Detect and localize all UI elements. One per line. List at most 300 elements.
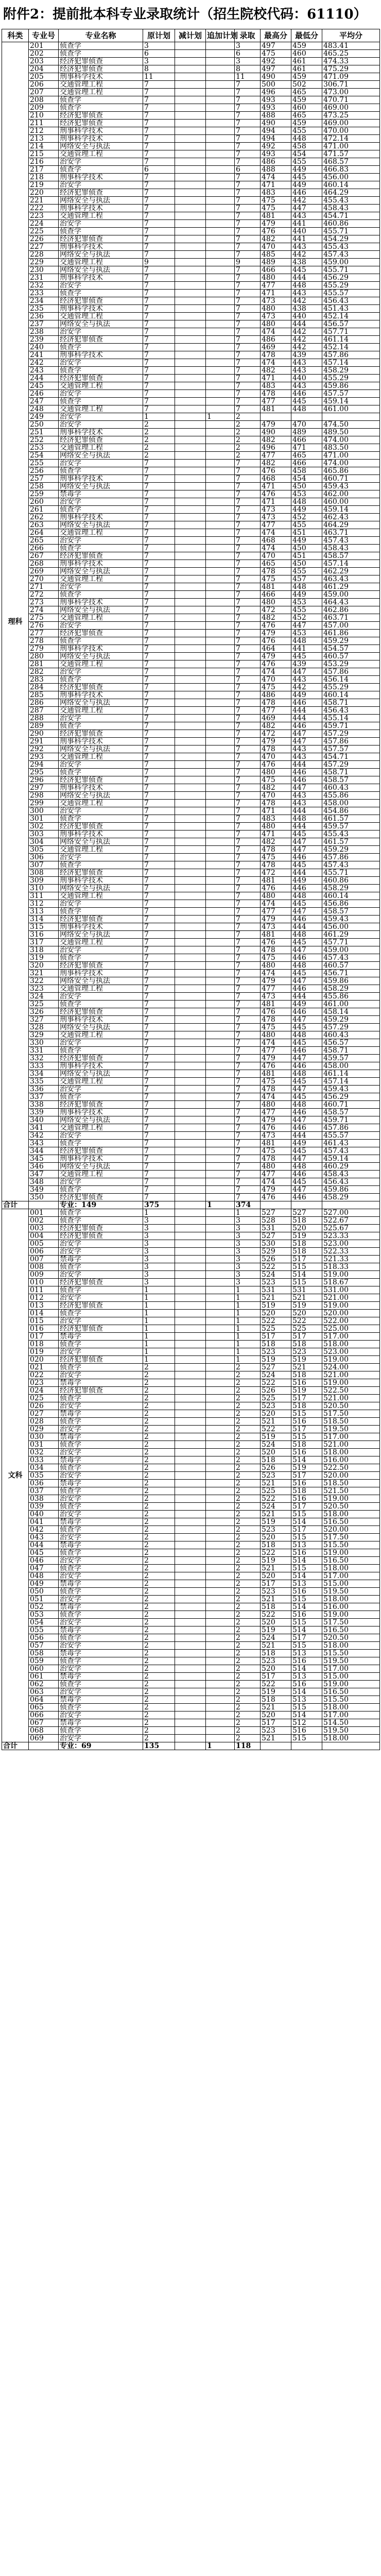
- admitted-cell: 7: [235, 684, 261, 691]
- avg-score-cell: 465.25: [322, 50, 380, 58]
- min-score-cell: 515: [291, 1596, 322, 1603]
- max-score-cell: 477: [261, 1047, 291, 1055]
- min-score-cell: 444: [291, 1132, 322, 1140]
- additional-plan-cell: [206, 344, 235, 351]
- admitted-cell: 7: [235, 297, 261, 305]
- major-code-cell: 295: [29, 769, 59, 776]
- min-score-cell: 439: [291, 660, 322, 668]
- max-score-cell: 478: [261, 1016, 291, 1024]
- admitted-cell: 1: [235, 1317, 261, 1325]
- major-code-cell: 252: [29, 436, 59, 444]
- avg-score-cell: 454.71: [322, 212, 380, 220]
- reduced-plan-cell: [175, 259, 206, 266]
- min-score-cell: 455: [291, 606, 322, 614]
- avg-score-cell: 462.29: [322, 568, 380, 575]
- major-code-cell: 303: [29, 831, 59, 838]
- max-score-cell: 480: [261, 823, 291, 831]
- max-score-cell: 519: [261, 1433, 291, 1441]
- avg-score-cell: 462.00: [322, 490, 380, 498]
- admitted-cell: 2: [235, 1433, 261, 1441]
- original-plan-cell: 7: [143, 1001, 175, 1008]
- table-row: [2, 1704, 380, 1711]
- avg-score-cell: 522.50: [322, 1464, 380, 1472]
- original-plan-cell: 1: [143, 1209, 175, 1217]
- major-name-cell: 经济犯罪侦查: [59, 869, 143, 877]
- admitted-cell: 7: [235, 1109, 261, 1116]
- table-row: [2, 235, 380, 243]
- major-code-cell: 289: [29, 722, 59, 730]
- original-plan-cell: 11: [143, 73, 175, 81]
- avg-score-cell: 460.86: [322, 220, 380, 228]
- reduced-plan-cell: [175, 1225, 206, 1232]
- reduced-plan-cell: [175, 861, 206, 869]
- original-plan-cell: 7: [143, 382, 175, 390]
- reduced-plan-cell: [175, 1364, 206, 1371]
- major-code-cell: 346: [29, 1163, 59, 1171]
- max-score-cell: 521: [261, 1565, 291, 1572]
- original-plan-cell: 7: [143, 212, 175, 220]
- major-name-cell: 刑事科学技术: [59, 1109, 143, 1116]
- original-plan-cell: 7: [143, 916, 175, 923]
- additional-plan-cell: [206, 985, 235, 993]
- reduced-plan-cell: [175, 545, 206, 552]
- original-plan-cell: 7: [143, 985, 175, 993]
- major-code-cell: 266: [29, 545, 59, 552]
- major-name-cell: 治安学: [59, 1402, 143, 1410]
- major-name-cell: 刑事科学技术: [59, 923, 143, 931]
- table-row: [2, 398, 380, 405]
- additional-plan-cell: [206, 1317, 235, 1325]
- reduced-plan-cell: [175, 1580, 206, 1588]
- reduced-plan-cell: [175, 166, 206, 174]
- additional-plan-cell: [206, 1626, 235, 1634]
- min-score-cell: 465: [291, 89, 322, 96]
- additional-plan-cell: [206, 1341, 235, 1348]
- reduced-plan-cell: [175, 923, 206, 931]
- max-score-cell: 470: [261, 753, 291, 761]
- avg-score-cell: 457.86: [322, 738, 380, 745]
- major-name-cell: 经济犯罪侦查: [59, 436, 143, 444]
- major-name-cell: 经济犯罪侦查: [59, 189, 143, 197]
- min-score-cell: 451: [291, 552, 322, 560]
- additional-plan-cell: [206, 475, 235, 483]
- min-score-cell: 448: [291, 815, 322, 823]
- original-plan-cell: 2: [143, 1572, 175, 1580]
- additional-plan-cell: [206, 1078, 235, 1086]
- avg-score-cell: 459.57: [322, 1055, 380, 1062]
- original-plan-cell: 2: [143, 1727, 175, 1735]
- max-score-cell: 482: [261, 367, 291, 375]
- reduced-plan-cell: [175, 699, 206, 707]
- avg-score-cell: 459.57: [322, 823, 380, 831]
- min-score-cell: 442: [291, 251, 322, 259]
- min-score-cell: 513: [291, 1673, 322, 1681]
- additional-plan-cell: [206, 1642, 235, 1650]
- original-plan-cell: 2: [143, 1719, 175, 1727]
- total-avg-cell: [322, 1742, 380, 1750]
- major-code-cell: 050: [29, 1588, 59, 1596]
- table-row: [2, 1688, 380, 1696]
- original-plan-cell: 7: [143, 235, 175, 243]
- admitted-cell: 7: [235, 205, 261, 212]
- major-code-cell: 218: [29, 174, 59, 181]
- table-row: [2, 552, 380, 560]
- avg-score-cell: 489.50: [322, 429, 380, 436]
- admitted-cell: 7: [235, 977, 261, 985]
- avg-score-cell: 455.43: [322, 243, 380, 251]
- reduced-plan-cell: [175, 1008, 206, 1016]
- major-code-cell: 336: [29, 1086, 59, 1093]
- additional-plan-cell: [206, 1634, 235, 1642]
- reduced-plan-cell: [175, 181, 206, 189]
- table-row: [2, 1256, 380, 1263]
- admitted-cell: 7: [235, 359, 261, 367]
- reduced-plan-cell: [175, 1410, 206, 1418]
- additional-plan-cell: [206, 1549, 235, 1557]
- additional-plan-cell: [206, 1673, 235, 1681]
- additional-plan-cell: [206, 614, 235, 622]
- table-row: [2, 1294, 380, 1302]
- table-row: [2, 1155, 380, 1163]
- header-max-score: 最高分: [261, 29, 291, 42]
- major-code-cell: 203: [29, 58, 59, 65]
- additional-plan-cell: [206, 784, 235, 792]
- avg-score-cell: 518.00: [322, 1642, 380, 1650]
- min-score-cell: 447: [291, 622, 322, 630]
- original-plan-cell: 7: [143, 1008, 175, 1016]
- additional-plan-cell: [206, 993, 235, 1001]
- original-plan-cell: 2: [143, 1580, 175, 1588]
- additional-plan-cell: [206, 266, 235, 274]
- major-code-cell: 049: [29, 1580, 59, 1588]
- additional-plan-cell: [206, 205, 235, 212]
- major-code-cell: 201: [29, 42, 59, 50]
- major-code-cell: 247: [29, 398, 59, 405]
- admitted-cell: 7: [235, 328, 261, 336]
- major-code-cell: 012: [29, 1294, 59, 1302]
- avg-score-cell: 456.00: [322, 923, 380, 931]
- major-name-cell: 网络安全与执法: [59, 483, 143, 490]
- max-score-cell: 521: [261, 1704, 291, 1711]
- major-name-cell: 禁毒学: [59, 1580, 143, 1588]
- max-score-cell: 520: [261, 1665, 291, 1673]
- major-name-cell: 侦查学: [59, 1503, 143, 1511]
- table-row: [2, 506, 380, 514]
- major-code-cell: 002: [29, 1217, 59, 1225]
- min-score-cell: 453: [291, 630, 322, 637]
- table-row: [2, 1263, 380, 1271]
- avg-score-cell: 521.00: [322, 1395, 380, 1402]
- table-row: [2, 1580, 380, 1588]
- admitted-cell: 7: [235, 1008, 261, 1016]
- max-score-cell: 473: [261, 514, 291, 521]
- additional-plan-cell: [206, 962, 235, 970]
- avg-score-cell: 455.86: [322, 792, 380, 800]
- avg-score-cell: 515.50: [322, 1696, 380, 1704]
- major-name-cell: 侦查学: [59, 1657, 143, 1665]
- min-score-cell: 516: [291, 1418, 322, 1426]
- max-score-cell: 480: [261, 769, 291, 776]
- max-score-cell: 475: [261, 1147, 291, 1155]
- min-score-cell: 517: [291, 1526, 322, 1534]
- original-plan-cell: 7: [143, 977, 175, 985]
- admitted-cell: 7: [235, 753, 261, 761]
- table-row: [2, 228, 380, 235]
- major-name-cell: 网络安全与执法: [59, 838, 143, 846]
- reduced-plan-cell: [175, 375, 206, 382]
- admitted-cell: 7: [235, 1078, 261, 1086]
- min-score-cell: 443: [291, 367, 322, 375]
- table-row: [2, 413, 380, 421]
- reduced-plan-cell: [175, 1588, 206, 1596]
- major-code-cell: 251: [29, 429, 59, 436]
- max-score-cell: 521: [261, 1596, 291, 1603]
- major-name-cell: 经济犯罪侦查: [59, 112, 143, 120]
- reduced-plan-cell: [175, 359, 206, 367]
- major-code-cell: 348: [29, 1178, 59, 1186]
- reduced-plan-cell: [175, 1217, 206, 1225]
- min-score-cell: 446: [291, 699, 322, 707]
- avg-score-cell: 458.57: [322, 552, 380, 560]
- table-row: [2, 1549, 380, 1557]
- major-code-cell: 293: [29, 753, 59, 761]
- max-score-cell: 476: [261, 761, 291, 769]
- original-plan-cell: 2: [143, 1518, 175, 1526]
- major-name-cell: 侦查学: [59, 228, 143, 235]
- max-score-cell: 482: [261, 838, 291, 846]
- min-score-cell: 525: [291, 1325, 322, 1333]
- max-score-cell: 520: [261, 1310, 291, 1317]
- original-plan-cell: 2: [143, 1541, 175, 1549]
- min-score-cell: 502: [291, 81, 322, 89]
- major-code-cell: 248: [29, 405, 59, 413]
- min-score-cell: 443: [291, 290, 322, 297]
- major-name-cell: 刑事科学技术: [59, 243, 143, 251]
- reduced-plan-cell: [175, 939, 206, 946]
- additional-plan-cell: [206, 730, 235, 738]
- original-plan-cell: 1: [143, 1294, 175, 1302]
- major-code-cell: 281: [29, 660, 59, 668]
- max-score-cell: 475: [261, 197, 291, 205]
- admitted-cell: 7: [235, 660, 261, 668]
- reduced-plan-cell: [175, 235, 206, 243]
- table-row: [2, 954, 380, 962]
- avg-score-cell: 518.00: [322, 1341, 380, 1348]
- reduced-plan-cell: [175, 429, 206, 436]
- admitted-cell: 7: [235, 382, 261, 390]
- additional-plan-cell: [206, 1464, 235, 1472]
- reduced-plan-cell: [175, 1271, 206, 1279]
- original-plan-cell: 7: [143, 815, 175, 823]
- major-code-cell: 227: [29, 243, 59, 251]
- admitted-cell: 7: [235, 745, 261, 753]
- total-min-cell: [291, 1742, 322, 1750]
- table-row: [2, 985, 380, 993]
- avg-score-cell: 456.86: [322, 900, 380, 908]
- max-score-cell: 521: [261, 1735, 291, 1742]
- avg-score-cell: 458.00: [322, 800, 380, 807]
- additional-plan-cell: [206, 1001, 235, 1008]
- header-major-name: 专业名称: [59, 29, 143, 42]
- major-code-cell: 007: [29, 1256, 59, 1263]
- avg-score-cell: 458.14: [322, 1008, 380, 1016]
- additional-plan-cell: [206, 1526, 235, 1534]
- table-row: [2, 483, 380, 490]
- avg-score-cell: 457.86: [322, 668, 380, 676]
- reduced-plan-cell: [175, 1650, 206, 1657]
- admitted-cell: 7: [235, 645, 261, 653]
- additional-plan-cell: [206, 65, 235, 73]
- major-name-cell: 禁毒学: [59, 1333, 143, 1341]
- avg-score-cell: 521.00: [322, 1441, 380, 1449]
- reduced-plan-cell: [175, 1704, 206, 1711]
- avg-score-cell: 459.86: [322, 977, 380, 985]
- admitted-cell: 7: [235, 344, 261, 351]
- major-name-cell: 交通管理工程: [59, 81, 143, 89]
- original-plan-cell: 7: [143, 637, 175, 645]
- avg-score-cell: 519.50: [322, 1426, 380, 1433]
- major-name-cell: 经济犯罪侦查: [59, 336, 143, 344]
- major-code-cell: 342: [29, 1132, 59, 1140]
- avg-score-cell: 460.71: [322, 1101, 380, 1109]
- table-row: [2, 1464, 380, 1472]
- table-row: [2, 1735, 380, 1742]
- original-plan-cell: 7: [143, 946, 175, 954]
- avg-score-cell: 457.57: [322, 390, 380, 398]
- major-code-cell: 246: [29, 390, 59, 398]
- avg-score-cell: 461.29: [322, 583, 380, 591]
- avg-score-cell: 468.57: [322, 158, 380, 166]
- reduced-plan-cell: [175, 877, 206, 885]
- additional-plan-cell: [206, 1356, 235, 1364]
- min-score-cell: 461: [291, 58, 322, 65]
- avg-score-cell: 519.00: [322, 1379, 380, 1387]
- additional-plan-cell: [206, 1031, 235, 1039]
- reduced-plan-cell: [175, 776, 206, 784]
- min-score-cell: 448: [291, 892, 322, 900]
- min-score-cell: 447: [291, 1016, 322, 1024]
- admitted-cell: 7: [235, 143, 261, 150]
- table-row: [2, 1626, 380, 1634]
- min-score-cell: 459: [291, 42, 322, 50]
- table-row: [2, 135, 380, 143]
- max-score-cell: 471: [261, 290, 291, 297]
- major-name-cell: 侦查学: [59, 1588, 143, 1596]
- admitted-cell: 2: [235, 1611, 261, 1619]
- original-plan-cell: 2: [143, 1557, 175, 1565]
- max-score-cell: 469: [261, 715, 291, 722]
- major-name-cell: 侦查学: [59, 1286, 143, 1294]
- admitted-cell: 2: [235, 1557, 261, 1565]
- additional-plan-cell: [206, 630, 235, 637]
- major-name-cell: 刑事科学技术: [59, 560, 143, 568]
- reduced-plan-cell: [175, 1109, 206, 1116]
- original-plan-cell: 7: [143, 800, 175, 807]
- major-name-cell: 侦查学: [59, 1395, 143, 1402]
- original-plan-cell: 7: [143, 668, 175, 676]
- original-plan-cell: 7: [143, 1086, 175, 1093]
- major-name-cell: 治安学: [59, 1371, 143, 1379]
- avg-score-cell: 516.50: [322, 1688, 380, 1696]
- table-row: [2, 861, 380, 869]
- major-name-cell: 治安学: [59, 993, 143, 1001]
- avg-score-cell: 525.67: [322, 1225, 380, 1232]
- admitted-cell: 7: [235, 189, 261, 197]
- reduced-plan-cell: [175, 274, 206, 282]
- major-code-cell: 324: [29, 993, 59, 1001]
- reduced-plan-cell: [175, 1433, 206, 1441]
- major-name-cell: 侦查学: [59, 1487, 143, 1495]
- avg-score-cell: 459.14: [322, 1155, 380, 1163]
- avg-score-cell: 461.14: [322, 336, 380, 344]
- max-score-cell: 482: [261, 235, 291, 243]
- original-plan-cell: 7: [143, 305, 175, 313]
- original-plan-cell: 7: [143, 1047, 175, 1055]
- avg-score-cell: 458.29: [322, 367, 380, 375]
- major-name-cell: 经济犯罪侦查: [59, 916, 143, 923]
- admitted-cell: 2: [235, 452, 261, 460]
- additional-plan-cell: [206, 1294, 235, 1302]
- major-code-cell: 029: [29, 1426, 59, 1433]
- header-admitted: 录取: [235, 29, 261, 42]
- additional-plan-cell: [206, 900, 235, 908]
- max-score-cell: 476: [261, 467, 291, 475]
- table-row: [2, 831, 380, 838]
- major-name-cell: 禁毒学: [59, 1541, 143, 1549]
- original-plan-cell: 7: [143, 367, 175, 375]
- major-code-cell: 207: [29, 89, 59, 96]
- max-score-cell: 474: [261, 970, 291, 977]
- max-score-cell: 477: [261, 521, 291, 529]
- admitted-cell: 2: [235, 1472, 261, 1480]
- major-name-cell: 经济犯罪侦查: [59, 1147, 143, 1155]
- reduced-plan-cell: [175, 1256, 206, 1263]
- major-code-cell: 210: [29, 112, 59, 120]
- admitted-cell: 1: [235, 1294, 261, 1302]
- min-score-cell: 466: [291, 436, 322, 444]
- reduced-plan-cell: [175, 800, 206, 807]
- total-major-count-cell: 专业：69: [59, 1742, 143, 1750]
- avg-score-cell: 461.86: [322, 630, 380, 637]
- admitted-cell: 7: [235, 575, 261, 583]
- reduced-plan-cell: [175, 892, 206, 900]
- max-score-cell: 471: [261, 181, 291, 189]
- max-score-cell: 466: [261, 591, 291, 599]
- major-code-cell: 297: [29, 784, 59, 792]
- reduced-plan-cell: [175, 81, 206, 89]
- min-score-cell: 517: [291, 1503, 322, 1511]
- avg-score-cell: 516.50: [322, 1518, 380, 1526]
- major-code-cell: 326: [29, 1008, 59, 1016]
- additional-plan-cell: [206, 715, 235, 722]
- avg-score-cell: 472.14: [322, 135, 380, 143]
- table-row: [2, 1696, 380, 1704]
- major-name-cell: 治安学: [59, 1472, 143, 1480]
- original-plan-cell: 7: [143, 1078, 175, 1086]
- avg-score-cell: 455.29: [322, 684, 380, 691]
- min-score-cell: 519: [291, 1387, 322, 1395]
- min-score-cell: 445: [291, 831, 322, 838]
- additional-plan-cell: [206, 127, 235, 135]
- max-score-cell: 488: [261, 112, 291, 120]
- table-row: [2, 854, 380, 861]
- additional-plan-cell: [206, 429, 235, 436]
- max-score-cell: 523: [261, 1402, 291, 1410]
- original-plan-cell: 7: [143, 885, 175, 892]
- min-score-cell: 449: [291, 591, 322, 599]
- admitted-cell: 7: [235, 1016, 261, 1024]
- major-name-cell: 经济犯罪侦查: [59, 1387, 143, 1395]
